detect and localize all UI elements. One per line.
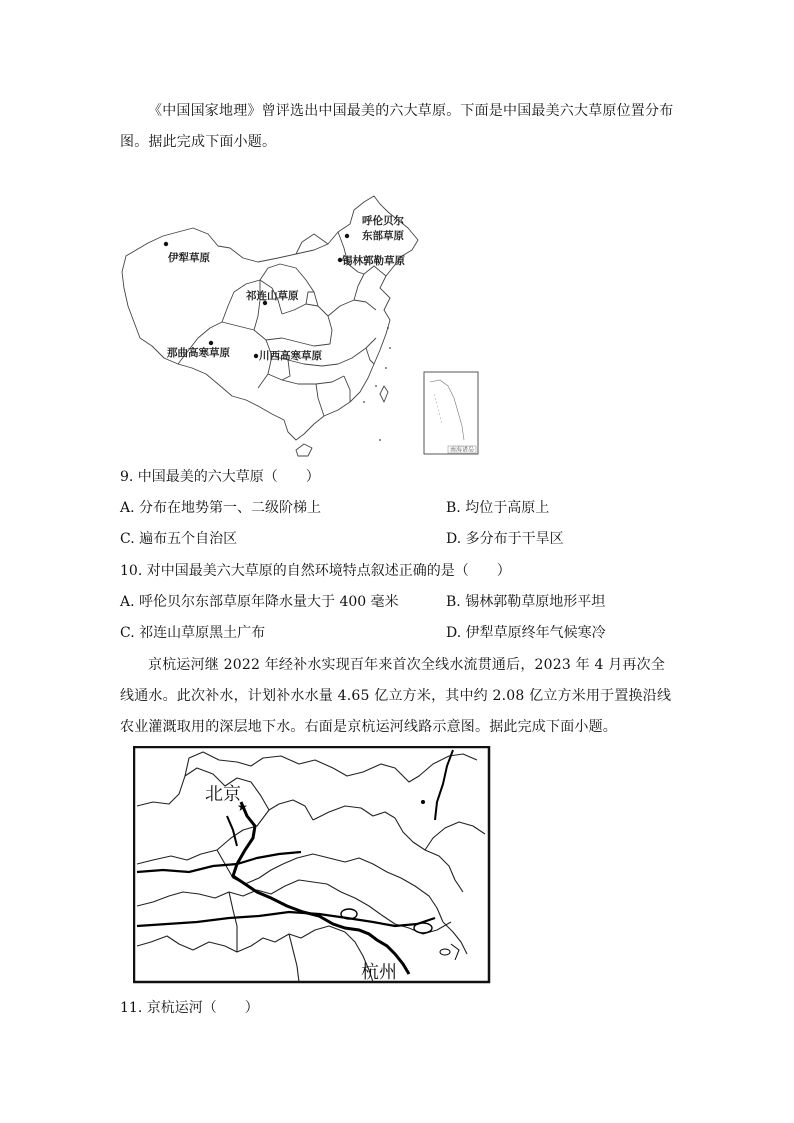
q10-option-c: C. 祁连山草原黑土广布 bbox=[120, 625, 266, 641]
label-chuanxi: 川西高寒草原 bbox=[259, 350, 322, 362]
q9-option-b: B. 均位于高原上 bbox=[446, 500, 550, 516]
china-grassland-map bbox=[118, 188, 488, 458]
q10-option-d: D. 伊犁草原终年气候寒冷 bbox=[446, 625, 606, 641]
label-hulunbuir-2: 东部草原 bbox=[362, 230, 404, 242]
marker-yili bbox=[164, 242, 168, 246]
q10-option-a: A. 呼伦贝尔东部草原年降水量大于 400 毫米 bbox=[120, 594, 399, 610]
hangzhou-label: 杭州 bbox=[361, 962, 397, 983]
q9-option-a: A. 分布在地势第一、二级阶梯上 bbox=[120, 500, 322, 516]
beijing-label: 北京 bbox=[205, 784, 241, 805]
beijing-star-icon: ★ bbox=[237, 800, 248, 814]
grand-canal-map bbox=[133, 746, 491, 984]
south-china-sea-inset bbox=[424, 372, 478, 454]
label-naqu: 那曲高寒草原 bbox=[167, 347, 230, 359]
question-10-stem: 10. 对中国最美六大草原的自然环境特点叙述正确的是（ ） bbox=[120, 563, 511, 579]
q9-option-d: D. 多分布于干旱区 bbox=[446, 531, 564, 547]
q10-option-b: B. 锡林郭勒草原地形平坦 bbox=[446, 594, 606, 610]
passage-2: 京杭运河继 2022 年经补水实现百年来首次全线水流贯通后，2023 年 4 月再次全线通水。此次补水，计划补水水量 4.65 亿立方米，其中约 2.08 亿立方米用于置换沿线农业灌溉取用的深层地下水。右面是京杭运河线路示意图。据此完成下面小题。 bbox=[120, 657, 672, 735]
label-yili: 伊犁草原 bbox=[168, 252, 210, 264]
label-qilian: 祁连山草原 bbox=[246, 290, 299, 302]
passage-1: 《中国国家地理》曾评选出中国最美的六大草原。下面是中国最美六大草原位置分布图。据此完成下面小题。 bbox=[120, 103, 674, 150]
marker-naqu bbox=[209, 341, 213, 345]
q9-option-c: C. 遍布五个自治区 bbox=[120, 531, 238, 547]
question-9-stem: 9. 中国最美的六大草原（ ） bbox=[120, 469, 320, 485]
question-11-stem: 11. 京杭运河（ ） bbox=[120, 1000, 259, 1016]
label-xilingol: 锡林郭勒草原 bbox=[342, 255, 405, 267]
inset-caption: 南海诸岛 bbox=[450, 446, 475, 454]
marker-chuanxi bbox=[254, 354, 258, 358]
marker-hulunbuir bbox=[345, 234, 349, 238]
label-hulunbuir: 呼伦贝尔 bbox=[362, 215, 404, 227]
